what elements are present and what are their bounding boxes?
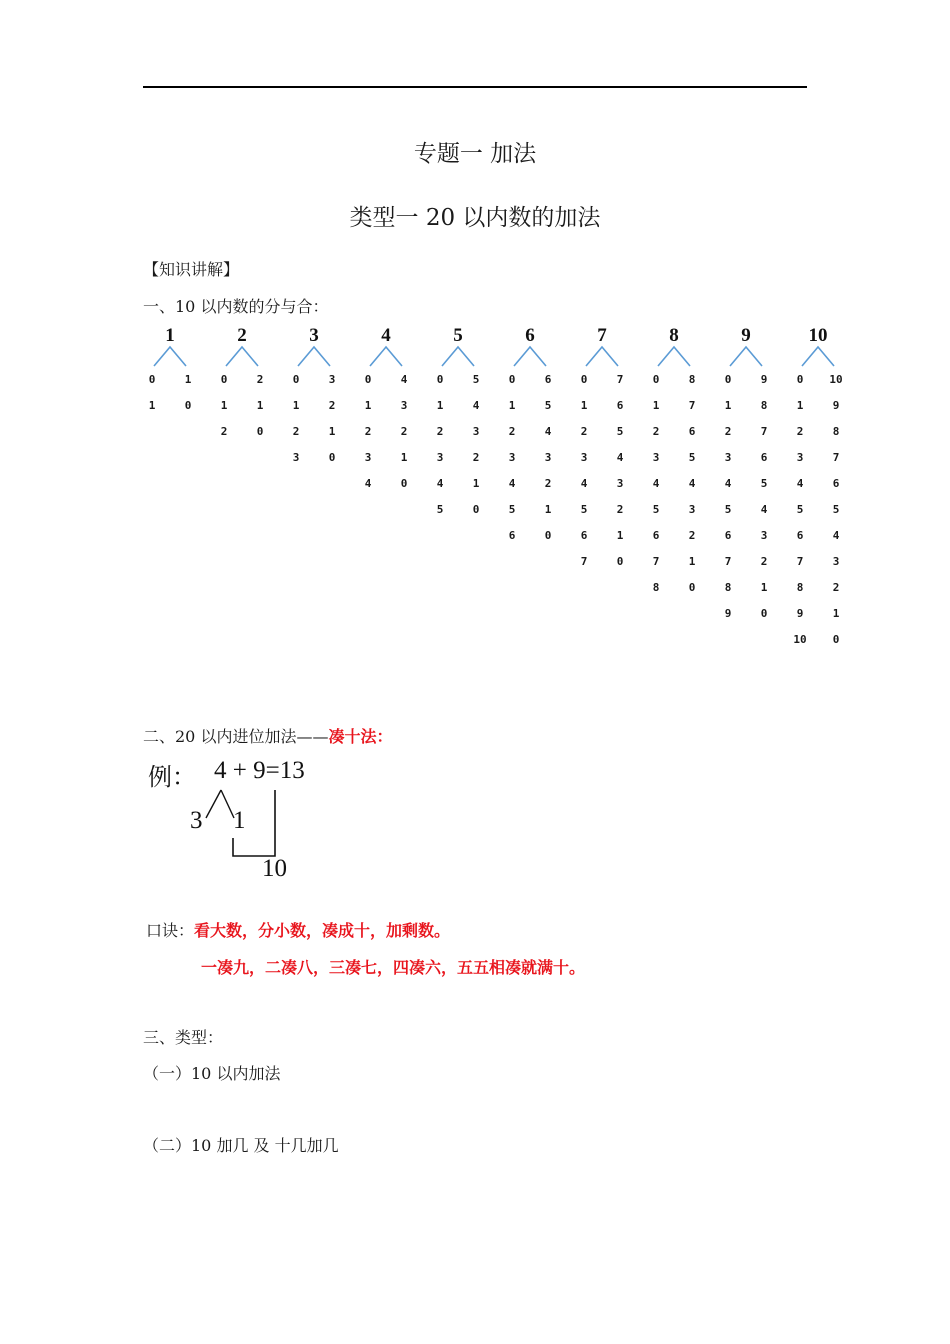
bond-10-row-0-right: 10 <box>829 373 843 386</box>
bond-7-row-7-left: 7 <box>580 555 588 568</box>
bond-6-row-1-right: 5 <box>544 399 552 412</box>
bond-5-row-3-left: 3 <box>436 451 444 464</box>
bond-10-row-2-left: 2 <box>796 425 804 438</box>
bond-9-row-5-right: 4 <box>760 503 768 516</box>
section3-title: 三、类型： <box>143 1028 224 1047</box>
bond-6-row-3-left: 3 <box>508 451 516 464</box>
bond-9-row-7-right: 2 <box>760 555 768 568</box>
bond-total-8: 8 <box>669 325 679 346</box>
bond-3-row-2-right: 1 <box>328 425 336 438</box>
bond-10-row-7-right: 3 <box>832 555 840 568</box>
bond-10-row-8-left: 8 <box>796 581 804 594</box>
bond-6-row-5-left: 5 <box>508 503 516 516</box>
bond-9-row-8-right: 1 <box>760 581 768 594</box>
bond-9-row-0-right: 9 <box>760 373 768 386</box>
bond-7-row-3-right: 4 <box>616 451 624 464</box>
bond-10-row-9-right: 1 <box>832 607 840 620</box>
bond-7-row-0-right: 7 <box>616 373 624 386</box>
bond-8-row-1-left: 1 <box>652 399 660 412</box>
bond-6-row-3-right: 3 <box>544 451 552 464</box>
page-title: 专题一 加法 <box>413 141 537 167</box>
bond-6-row-4-right: 2 <box>544 477 552 490</box>
bond-6-row-6-left: 6 <box>508 529 516 542</box>
bond-9-row-3-right: 6 <box>760 451 768 464</box>
make-ten-method: 凑十法： <box>328 727 393 746</box>
bond-5-row-0-right: 5 <box>472 373 480 386</box>
bond-8-row-7-right: 1 <box>688 555 696 568</box>
bond-total-6: 6 <box>525 325 535 346</box>
bond-10-row-2-right: 8 <box>832 425 840 438</box>
bond-10-row-6-left: 6 <box>796 529 804 542</box>
bond-3-row-3-left: 3 <box>292 451 300 464</box>
bond-6-row-4-left: 4 <box>508 477 516 490</box>
bond-1-row-0-left: 0 <box>148 373 156 386</box>
bond-6-row-2-right: 4 <box>544 425 552 438</box>
bond-10-row-1-right: 9 <box>832 399 840 412</box>
bond-8-row-8-left: 8 <box>652 581 660 594</box>
bond-10-row-4-left: 4 <box>796 477 804 490</box>
type-item-1: （一）10 以内加法 <box>143 1064 281 1083</box>
bond-9-row-2-right: 7 <box>760 425 768 438</box>
bond-7-row-1-left: 1 <box>580 399 588 412</box>
bond-4-row-4-right: 0 <box>400 477 408 490</box>
bond-10-row-5-left: 5 <box>796 503 804 516</box>
bond-8-row-6-right: 2 <box>688 529 696 542</box>
bond-9-row-2-left: 2 <box>724 425 732 438</box>
bond-branch-4 <box>370 347 402 366</box>
bond-8-row-4-right: 4 <box>688 477 696 490</box>
bond-7-row-3-left: 3 <box>580 451 588 464</box>
bond-5-row-2-right: 3 <box>472 425 480 438</box>
bond-branch-5 <box>442 347 474 366</box>
bond-4-row-0-left: 0 <box>364 373 372 386</box>
bond-4-row-2-right: 2 <box>400 425 408 438</box>
number-bond-table <box>0 320 950 660</box>
bond-6-row-1-left: 1 <box>508 399 516 412</box>
bond-2-row-0-right: 2 <box>256 373 264 386</box>
bond-7-row-5-right: 2 <box>616 503 624 516</box>
bond-7-row-4-left: 4 <box>580 477 588 490</box>
bond-8-row-6-left: 6 <box>652 529 660 542</box>
bond-5-row-3-right: 2 <box>472 451 480 464</box>
bond-8-row-2-left: 2 <box>652 425 660 438</box>
bond-10-row-0-left: 0 <box>796 373 804 386</box>
bond-4-row-3-left: 3 <box>364 451 372 464</box>
bond-9-row-5-left: 5 <box>724 503 732 516</box>
bond-2-row-1-left: 1 <box>220 399 228 412</box>
bond-9-row-4-left: 4 <box>724 477 732 490</box>
bond-1-row-0-right: 1 <box>184 373 192 386</box>
bond-5-row-4-right: 1 <box>472 477 480 490</box>
bond-9-row-6-left: 6 <box>724 529 732 542</box>
bond-6-row-0-left: 0 <box>508 373 516 386</box>
bond-5-row-4-left: 4 <box>436 477 444 490</box>
bond-branch-6 <box>514 347 546 366</box>
bond-6-row-6-right: 0 <box>544 529 552 542</box>
bond-1-row-1-right: 0 <box>184 399 192 412</box>
bond-7-row-2-right: 5 <box>616 425 624 438</box>
bond-8-row-1-right: 7 <box>688 399 696 412</box>
bond-2-row-2-left: 2 <box>220 425 228 438</box>
bond-7-row-6-left: 6 <box>580 529 588 542</box>
bond-branch-9 <box>730 347 762 366</box>
bond-3-row-0-left: 0 <box>292 373 300 386</box>
bond-4-row-1-left: 1 <box>364 399 372 412</box>
bond-3-row-1-right: 2 <box>328 399 336 412</box>
bond-9-row-4-right: 5 <box>760 477 768 490</box>
bond-7-row-0-left: 0 <box>580 373 588 386</box>
bond-6-row-5-right: 1 <box>544 503 552 516</box>
bond-8-row-8-right: 0 <box>688 581 696 594</box>
rhyme-line-1: 看大数，分小数，凑成十，加剩数。 <box>194 921 451 940</box>
bond-8-row-4-left: 4 <box>652 477 660 490</box>
bond-4-row-3-right: 1 <box>400 451 408 464</box>
bond-7-row-7-right: 0 <box>616 555 624 568</box>
bond-8-row-0-right: 8 <box>688 373 696 386</box>
bond-7-row-4-right: 3 <box>616 477 624 490</box>
bond-8-row-3-left: 3 <box>652 451 660 464</box>
type-item-2: （二）10 加几 及 十几加几 <box>143 1136 339 1155</box>
bond-10-row-8-right: 2 <box>832 581 840 594</box>
bond-10-row-10-right: 0 <box>832 633 840 646</box>
bond-8-row-7-left: 7 <box>652 555 660 568</box>
bond-10-row-5-right: 5 <box>832 503 840 516</box>
bond-5-row-5-left: 5 <box>436 503 444 516</box>
bond-7-row-1-right: 6 <box>616 399 624 412</box>
bond-3-row-3-right: 0 <box>328 451 336 464</box>
bond-2-row-1-right: 1 <box>256 399 264 412</box>
ten-result: 10 <box>262 855 287 882</box>
bond-6-row-0-right: 6 <box>544 373 552 386</box>
bond-10-row-9-left: 9 <box>796 607 804 620</box>
bond-total-5: 5 <box>453 325 463 346</box>
bond-7-row-2-left: 2 <box>580 425 588 438</box>
bond-9-row-6-right: 3 <box>760 529 768 542</box>
bond-10-row-4-right: 6 <box>832 477 840 490</box>
split-line-left <box>206 790 221 818</box>
bond-5-row-0-left: 0 <box>436 373 444 386</box>
bond-6-row-2-left: 2 <box>508 425 516 438</box>
bond-8-row-0-left: 0 <box>652 373 660 386</box>
bond-total-9: 9 <box>741 325 751 346</box>
bond-4-row-4-left: 4 <box>364 477 372 490</box>
bond-total-7: 7 <box>597 325 607 346</box>
bond-branch-3 <box>298 347 330 366</box>
rhyme-line-2: 一凑九，二凑八，三凑七，四凑六，五五相凑就满十。 <box>201 958 586 977</box>
bond-4-row-2-left: 2 <box>364 425 372 438</box>
bond-2-row-0-left: 0 <box>220 373 228 386</box>
bond-total-2: 2 <box>237 325 247 346</box>
bond-total-1: 1 <box>165 325 175 346</box>
bond-9-row-1-left: 1 <box>724 399 732 412</box>
bond-10-row-7-left: 7 <box>796 555 804 568</box>
bond-8-row-5-right: 3 <box>688 503 696 516</box>
bond-4-row-0-right: 4 <box>400 373 408 386</box>
bond-10-row-3-left: 3 <box>796 451 804 464</box>
bond-5-row-5-right: 0 <box>472 503 480 516</box>
bond-10-row-10-left: 10 <box>793 633 807 646</box>
bond-9-row-0-left: 0 <box>724 373 732 386</box>
split-part-right: 1 <box>233 807 246 834</box>
bond-5-row-1-right: 4 <box>472 399 480 412</box>
bond-9-row-3-left: 3 <box>724 451 732 464</box>
bond-9-row-9-left: 9 <box>724 607 732 620</box>
section1-title: 一、10 以内数的分与合： <box>143 297 329 316</box>
section2-title <box>143 724 392 747</box>
bond-10-row-6-right: 4 <box>832 529 840 542</box>
rhyme-label: 口诀： <box>146 921 195 940</box>
bond-9-row-1-right: 8 <box>760 399 768 412</box>
bond-branch-1 <box>154 347 186 366</box>
bond-total-3: 3 <box>309 325 319 346</box>
header-rule <box>143 86 807 88</box>
bond-9-row-7-left: 7 <box>724 555 732 568</box>
bond-5-row-2-left: 2 <box>436 425 444 438</box>
bond-10-row-1-left: 1 <box>796 399 804 412</box>
bond-branch-8 <box>658 347 690 366</box>
bond-branch-7 <box>586 347 618 366</box>
page-subtitle: 类型一 20 以内数的加法 <box>349 205 601 231</box>
bond-7-row-6-right: 1 <box>616 529 624 542</box>
split-part-left: 3 <box>190 807 203 834</box>
rhyme <box>146 918 450 941</box>
bond-9-row-8-left: 8 <box>724 581 732 594</box>
bond-9-row-9-right: 0 <box>760 607 768 620</box>
section2-title-text: 二、20 以内进位加法—— <box>143 727 329 746</box>
bond-3-row-0-right: 3 <box>328 373 336 386</box>
knowledge-label: 【知识讲解】 <box>143 260 240 279</box>
bond-8-row-3-right: 5 <box>688 451 696 464</box>
bond-8-row-2-right: 6 <box>688 425 696 438</box>
bond-total-4: 4 <box>381 325 391 346</box>
bond-10-row-3-right: 7 <box>832 451 840 464</box>
bond-total-10: 10 <box>808 325 828 346</box>
bond-branch-2 <box>226 347 258 366</box>
bond-7-row-5-left: 5 <box>580 503 588 516</box>
example-label: 例： <box>148 764 196 791</box>
bond-2-row-2-right: 0 <box>256 425 264 438</box>
bond-3-row-2-left: 2 <box>292 425 300 438</box>
bond-4-row-1-right: 3 <box>400 399 408 412</box>
bond-branch-10 <box>802 347 834 366</box>
bond-8-row-5-left: 5 <box>652 503 660 516</box>
bond-3-row-1-left: 1 <box>292 399 300 412</box>
example-equation: 4 + 9=13 <box>214 757 305 784</box>
bond-5-row-1-left: 1 <box>436 399 444 412</box>
bond-1-row-1-left: 1 <box>148 399 156 412</box>
